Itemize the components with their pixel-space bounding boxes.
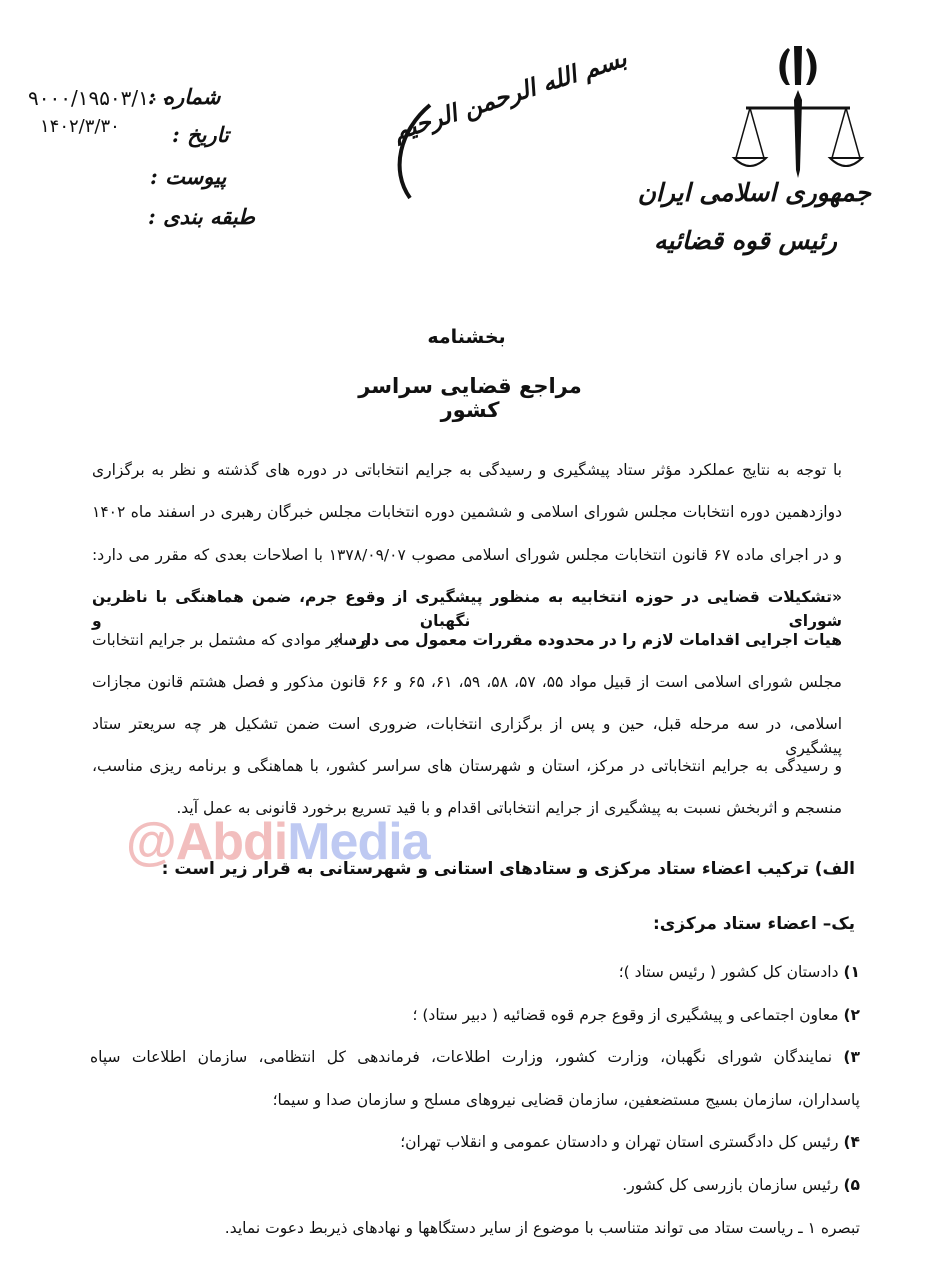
date-label: تاریخ : [172, 122, 229, 147]
document-title: بخشنامه [427, 326, 506, 348]
member-item: ۲) معاون اجتماعی و پیشگیری از وقوع جرم قوه قضائیه ( دبیر ستاد) ؛ [412, 1006, 860, 1024]
attachment-label: پیوست : [150, 164, 227, 189]
body-line-quote: «تشکیلات قضایی در حوزه انتخابیه به منظور پیشگیری از وقوع جرم، ضمن هماهنگی با ناظرین شورای نگهبان و [92, 588, 842, 630]
number-label: شماره : [148, 84, 221, 109]
note-text: تبصره ۱ ـ ریاست ستاد می تواند متناسب با موضوع از سایر دستگاهها و نهادهای ذیربط دعوت نماید. [224, 1219, 860, 1237]
bismillah: بسم الله الرحمن الرحیم [389, 43, 630, 146]
body-line: و در اجرای ماده ۶۷ قانون انتخابات مجلس شورای اسلامی مصوب ۱۳۷۸/۰۹/۰۷ با اصلاحات بعدی که مقرر می دارد: [92, 546, 842, 564]
body-line: دوازدهمین دوره انتخابات مجلس شورای اسلامی و ششمین دوره انتخابات مجلس خبرگان رهبری در اسفند ماه ۱۴۰۲ [92, 503, 842, 521]
member-item: ۵) رئیس سازمان بازرسی کل کشور. [622, 1176, 860, 1194]
watermark: @AbdiMedia [126, 813, 430, 871]
member-item: ۱) دادستان کل کشور ( رئیس ستاد )؛ [618, 963, 860, 981]
body-line-quote-end: هیات اجرایی اقدامات لازم را در محدوده مقررات معمول می دارد.» [333, 631, 842, 649]
body-line: با توجه به نتایج عملکرد مؤثر ستاد پیشگیری و رسیدگی به جرایم انتخاباتی در دوره های گذشته و نظر به برگزاری [92, 461, 842, 479]
member-item-continued: پاسداران، سازمان بسیج مستضعفین، سازمان قضایی نیروهای مسلح و سازمان صدا و سیما؛ [272, 1091, 860, 1109]
org-office: رئیس قوه قضائیه [654, 226, 837, 255]
section-a-heading: الف) ترکیب اعضاء ستاد مرکزی و ستادهای استانی و شهرستانی به قرار زیر است : [161, 859, 855, 879]
document-subtitle: مراجع قضایی سراسر کشور [358, 374, 582, 422]
bismillah-flourish-icon [390, 100, 450, 200]
member-item: ۴) رئیس کل دادگستری استان تهران و دادستان عمومی و انقلاب تهران؛ [400, 1133, 860, 1151]
member-item: ۳) نمایندگان شورای نگهبان، وزارت کشور، وزارت اطلاعات، فرماندهی کل انتظامی، سازمان اطلاعات سپاه [90, 1048, 860, 1066]
section-one-heading: یک– اعضاء ستاد مرکزی: [652, 914, 855, 934]
body-line: مجلس شورای اسلامی است از قبیل مواد ۵۵، ۵۷، ۵۸، ۵۹، ۶۱، ۶۵ و ۶۶ قانون مذکور و فصل هشتم قانون مجازات [92, 673, 842, 691]
body-line: و رسیدگی به جرایم انتخاباتی در مرکز، استان و شهرستان های سراسر کشور، با هماهنگی و برنامه ریزی مناسب، [92, 757, 842, 775]
body-line: و سایر موادی که مشتمل بر جرایم انتخابات [92, 631, 369, 649]
org-name: جمهوری اسلامی ایران [637, 178, 871, 207]
classification-label: طبقه بندی : [148, 204, 255, 229]
body-line: منسجم و اثربخش نسبت به پیشگیری از جرایم انتخاباتی اقدام و با قید تسریع برخورد قانونی به عمل آید. [176, 799, 842, 817]
date-value: ۱۴۰۲/۳/۳۰ [40, 116, 120, 137]
body-line: اسلامی، در سه مرحله قبل، حین و پس از برگزاری انتخابات، ضروری است ضمن تشکیل هر چه سریعتر ستاد پیشگیری [92, 715, 842, 757]
number-value: ۹۰۰۰/۱۹۵۰۳/۱۰۰ [28, 86, 171, 110]
iran-emblem-icon [728, 40, 868, 180]
